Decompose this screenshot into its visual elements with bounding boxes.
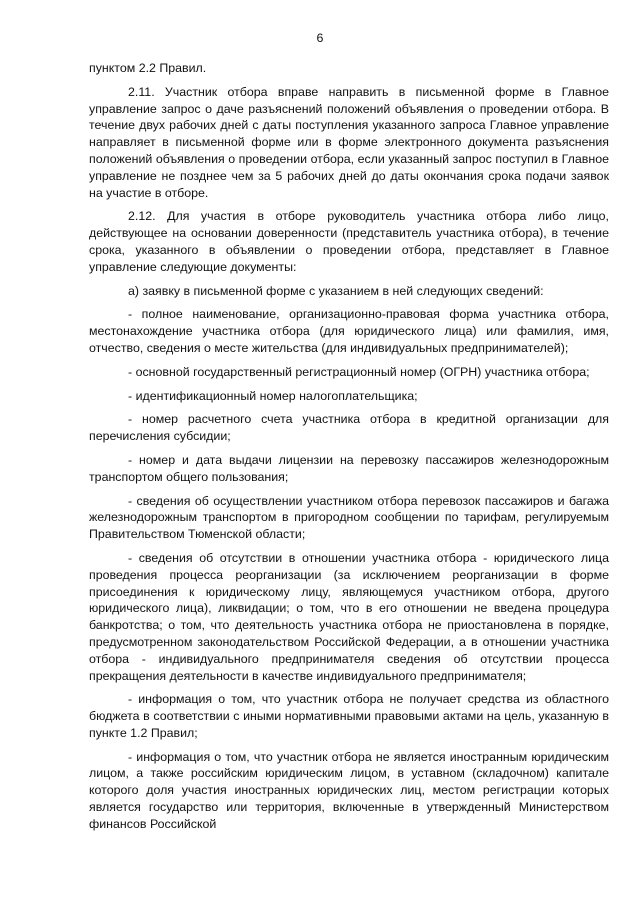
list-item-foreign-entity: - информация о том, что участник отбора не является иностранным юридическим лицом, а также российским юридическим лицом, в уставном (складочном) капитале которого доля участия иностранных юридических лиц, местом регистрации которых является государство или территория, включенные в утвержденный Министерством финансов Российской [89,749,609,831]
list-item-full-name: - полное наименование, организационно-правовая форма участника отбора, местонахождение участника отбора (для юридического лица) или фамилия, имя, отчество, сведения о месте жительства (для индивидуальных предпринимателей); [89,307,609,355]
list-item-license: - номер и дата выдачи лицензии на перевозку пассажиров железнодорожным транспортом общего пользования; [89,452,609,484]
list-item-transport: - сведения об осуществлении участником отбора перевозок пассажиров и багажа железнодорожным транспортом в пригородном сообщении по тарифам, регулируемым Правительством Тюменской области; [89,493,609,542]
document-body [89,60,609,840]
paragraph-2-11: 2.11. Участник отбора вправе направить в письменной форме в Главное управление запрос о даче разъяснений положений объявления о проведении отбора. В течение двух рабочих дней с даты поступления указанного запроса Главное управление направляет в письменной форме или в форме электронного документа разъяснения положений объявления о проведении отбора, если указанный запрос поступил в Главное управление не позднее чем за 5 рабочих дней до даты окончания срока подачи заявок на участие в отборе. [89,84,609,200]
list-item-reorganization: - сведения об отсутствии в отношении участника отбора - юридического лица проведения процесса реорганизации (за исключением реорганизации в форме присоединения к юридическому лицу, являющемуся участником отбора, другого юридического лица), ликвидации; о том, что в его отношении не введена процедура банкротства; о том, что деятельность участника отбора не приостановлена в порядке, предусмотренном законодательством Российской Федерации, а в отношении участника отбора - индивидуального предпринимателя сведения об отсутствии процесса прекращения деятельности в качестве индивидуального предпринимателя; [89,550,609,683]
list-item-inn: - идентификационный номер налогоплательщика; [128,388,418,403]
list-item-ogrn: - основной государственный регистрационный номер (ОГРН) участника отбора; [128,364,590,379]
page-number: 6 [316,31,324,45]
paragraph-2-12: 2.12. Для участия в отборе руководитель участника отбора либо лицо, действующее на основании доверенности (представитель участника отбора), в течение срока, указанного в объявлении о проведении отбора, представляет в Главное управление следующие документы: [89,209,609,274]
paragraph-a: а) заявку в письменной форме с указанием в ней следующих сведений: [128,283,544,298]
paragraph-continuation: пунктом 2.2 Правил. [89,61,207,75]
list-item-budget-info: - информация о том, что участник отбора не получает средства из областного бюджета в соответствии с иными нормативными правовыми актами на цель, указанную в пункте 1.2 Правил; [89,692,609,740]
list-item-account: - номер расчетного счета участника отбора в кредитной организации для перечисления субсидии; [89,412,609,444]
